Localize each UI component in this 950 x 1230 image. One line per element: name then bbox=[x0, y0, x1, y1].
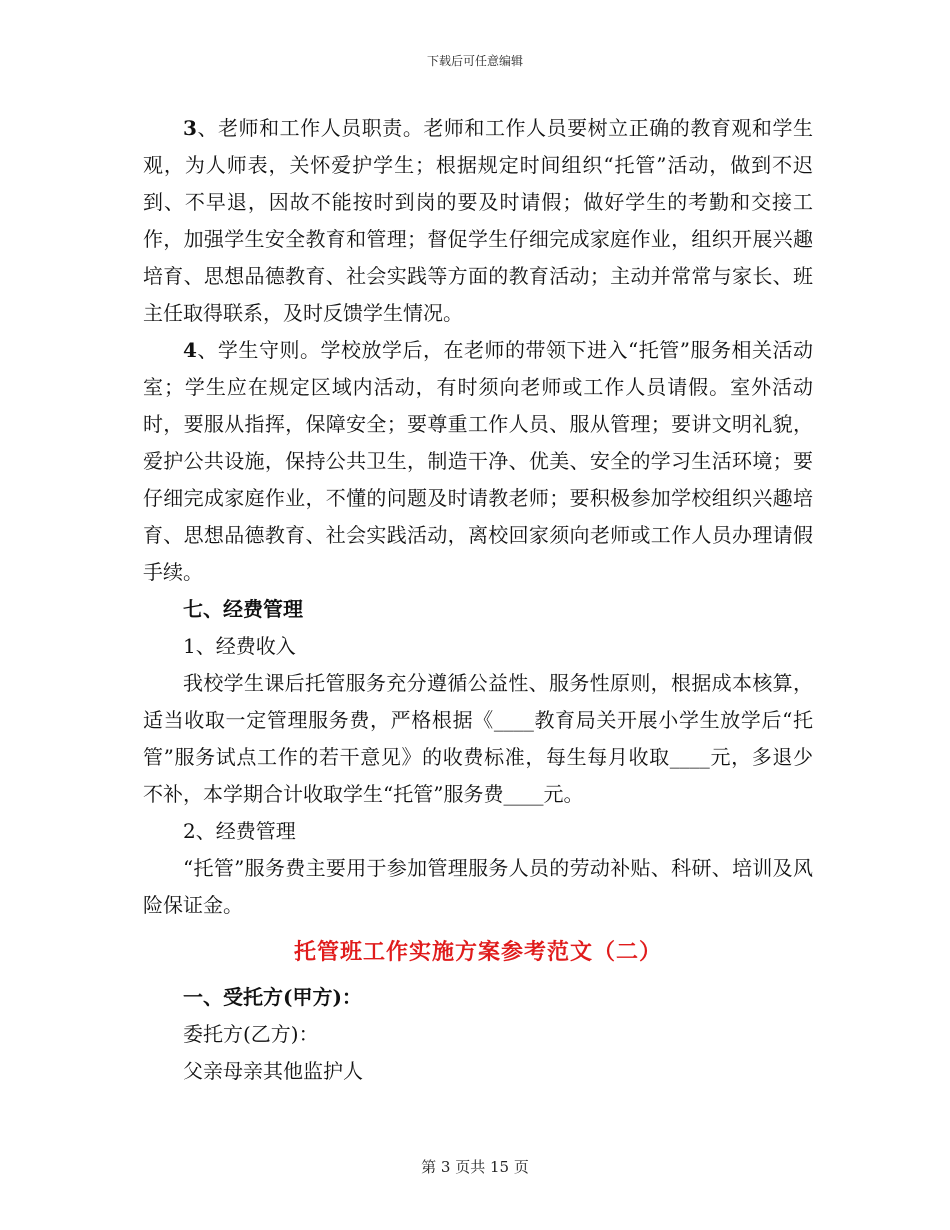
subheading-management: 2、经费管理 bbox=[183, 819, 296, 843]
subheading-income: 1、经费收入 bbox=[183, 634, 296, 658]
line-party-b: 委托方(乙方)： bbox=[183, 1022, 319, 1046]
item-number: 3 bbox=[183, 116, 197, 140]
paragraph-management: “托管”服务费主要用于参加管理服务人员的劳动补贴、科研、培训及风险保证金。 bbox=[143, 856, 813, 917]
item-number: 4 bbox=[183, 338, 197, 362]
paragraph-teacher-duties bbox=[143, 110, 813, 332]
line-guardians: 父亲母亲其他监护人 bbox=[183, 1059, 363, 1083]
heading-party-a: 一、受托方(甲方)： bbox=[183, 985, 362, 1009]
paragraph-student-rules bbox=[143, 332, 813, 591]
page-header: 下载后可任意编辑 bbox=[426, 54, 523, 68]
section-heading-funding: 七、经费管理 bbox=[183, 597, 303, 621]
document-body bbox=[143, 110, 813, 1090]
paragraph-income: 我校学生课后托管服务充分遵循公益性、服务性原则，根据成本核算，适当收取一定管理服务费，严格根据《____教育局关开展小学生放学后“托管”服务试点工作的若干意见》的收费标准，每生每月收取____元，多退少不补，本学期合计收取学生“托管”服务费____元。 bbox=[143, 671, 813, 806]
paragraph-text: 、学生守则。学校放学后，在老师的带领下进入“托管”服务相关活动室；学生应在规定区域内活动，有时须向老师或工作人员请假。室外活动时，要服从指挥，保障安全；要尊重工作人员、服从管理；要讲文明礼貌，爱护公共设施，保持公共卫生，制造干净、优美、安全的学习生活环境；要仔细完成家庭作业，不懂的问题及时请教老师；要积极参加学校组织兴趣培育、思想品德教育、社会实践活动，离校回家须向老师或工作人员办理请假手续。 bbox=[143, 338, 813, 584]
page-footer: 第 3 页共 15 页 bbox=[421, 1158, 529, 1176]
paragraph-text: 、老师和工作人员职责。老师和工作人员要树立正确的教育观和学生观，为人师表，关怀爱护学生；根据规定时间组织“托管”活动，做到不迟到、不早退，因故不能按时到岗的要及时请假；做好学生的考勤和交接工作，加强学生安全教育和管理；督促学生仔细完成家庭作业，组织开展兴趣培育、思想品德教育、社会实践等方面的教育活动；主动并常常与家长、班主任取得联系，及时反馈学生情况。 bbox=[143, 116, 813, 325]
document-title-2: 托管班工作实施方案参考范文（二） bbox=[293, 939, 662, 965]
